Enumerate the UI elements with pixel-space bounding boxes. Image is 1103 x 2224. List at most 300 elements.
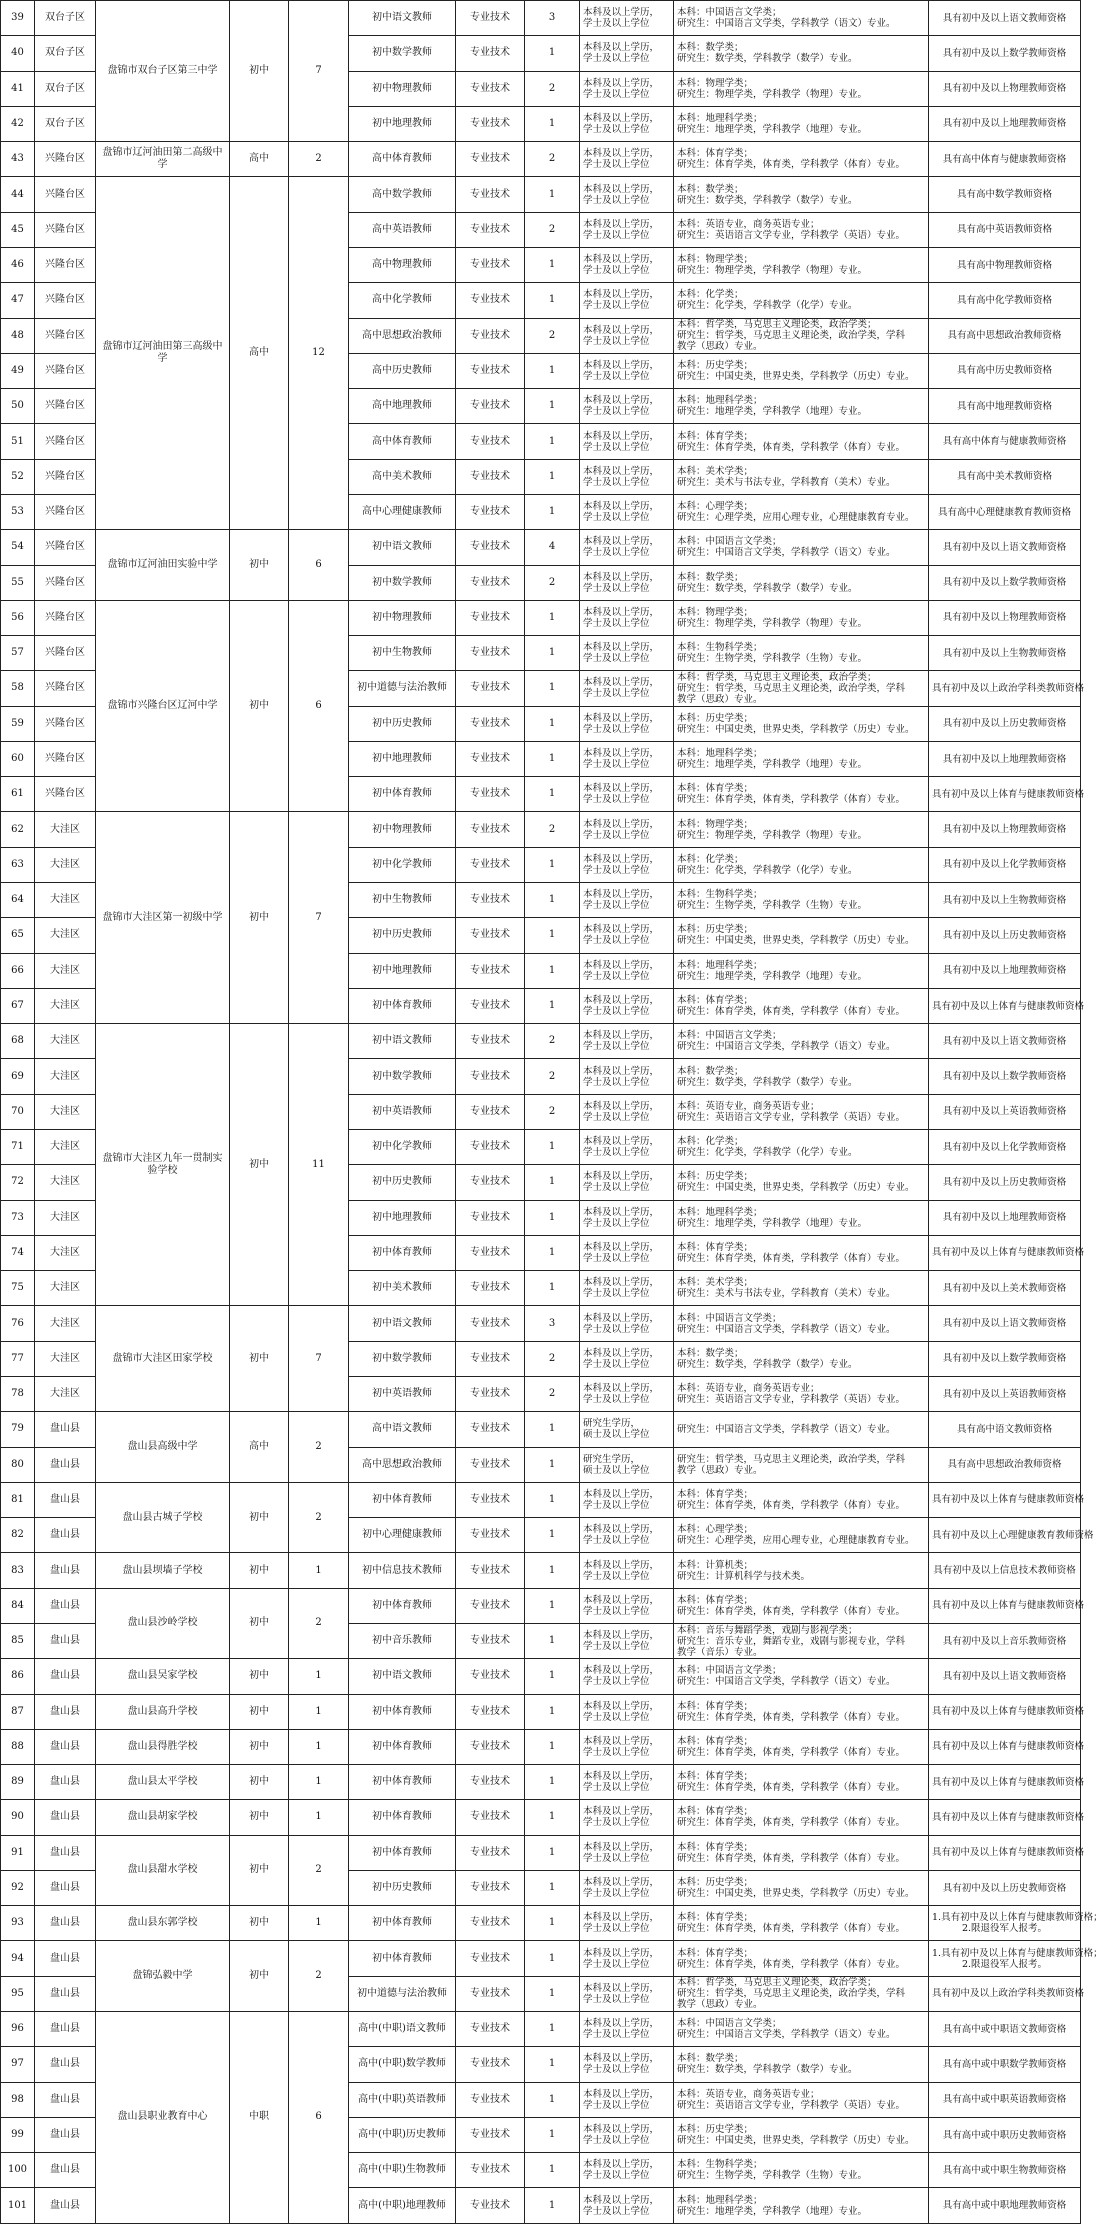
school-level: 初中 xyxy=(230,1694,289,1729)
major-requirement-line: 本科：地理科学类； xyxy=(677,2194,763,2206)
recruit-number: 1 xyxy=(525,953,580,988)
degree-requirement xyxy=(580,2012,674,2047)
district: 兴隆台区 xyxy=(35,389,96,424)
certificate-requirement xyxy=(929,1800,1085,1835)
row-number: 56 xyxy=(1,600,35,635)
major-requirement xyxy=(674,494,929,529)
school-name: 盘山县坝墙子学校 xyxy=(96,1553,230,1588)
major-requirement xyxy=(674,2153,929,2188)
major-requirement-line: 本科：中国语言文学类； xyxy=(677,2018,782,2030)
certificate-line: 具有初中及以上体育与健康教师资格 xyxy=(932,1494,1085,1506)
major-requirement-line: 本科：地理科学类； xyxy=(677,959,763,971)
major-requirement-line: 本科：中国语言文学类； xyxy=(677,1665,782,1677)
major-requirement xyxy=(674,1694,929,1729)
major-requirement-line: 研究生：体育学类，体育类，学科教学（体育）专业。 xyxy=(677,1711,906,1723)
district: 盘山县 xyxy=(35,1976,96,2011)
major-requirement xyxy=(674,2047,929,2082)
major-requirement-line: 研究生：中国史类，世界史类，学科教学（历史）专业。 xyxy=(677,723,915,735)
degree-requirement-line: 本科及以上学历， xyxy=(583,430,660,442)
certificate-requirement xyxy=(929,1976,1085,2011)
post-name: 高中化学教师 xyxy=(349,283,456,318)
post-type: 专业技术 xyxy=(456,106,525,141)
major-requirement-line: 本科：物理学类； xyxy=(677,254,754,266)
row-number: 53 xyxy=(1,494,35,529)
major-requirement-line: 本科：数学类； xyxy=(677,2053,744,2065)
major-requirement xyxy=(674,530,929,565)
certificate-line: 具有初中及以上物理教师资格 xyxy=(942,83,1067,95)
school-level: 初中 xyxy=(230,1024,289,1306)
certificate-requirement xyxy=(929,883,1081,918)
major-requirement xyxy=(674,918,929,953)
recruit-number: 2 xyxy=(525,318,580,353)
degree-requirement-line: 学士及以上学位 xyxy=(583,1993,650,2005)
major-requirement xyxy=(674,1130,929,1165)
row-number: 63 xyxy=(1,847,35,882)
post-name: 初中历史教师 xyxy=(349,1165,456,1200)
post-name: 初中生物教师 xyxy=(349,636,456,671)
post-type: 专业技术 xyxy=(456,424,525,459)
degree-requirement xyxy=(580,2153,674,2188)
recruit-number: 1 xyxy=(525,2188,580,2223)
certificate-line: 具有初中及以上历史教师资格 xyxy=(942,929,1067,941)
post-type: 专业技术 xyxy=(456,1235,525,1270)
certificate-requirement xyxy=(929,1623,1081,1658)
major-requirement xyxy=(674,2082,929,2117)
certificate-line: 具有初中及以上语文教师资格 xyxy=(942,12,1067,24)
row-number: 43 xyxy=(1,142,35,177)
certificate-line: 具有初中及以上物理教师资格 xyxy=(942,824,1067,836)
recruit-number: 1 xyxy=(525,389,580,424)
certificate-requirement xyxy=(929,177,1081,212)
row-number: 98 xyxy=(1,2082,35,2117)
degree-requirement xyxy=(580,1341,674,1376)
major-requirement-line: 本科：历史学类； xyxy=(677,1171,754,1183)
major-requirement-line: 本科：地理科学类； xyxy=(677,395,763,407)
post-type: 专业技术 xyxy=(456,71,525,106)
certificate-line: 2.限退役军人报考。 xyxy=(961,1958,1048,1970)
certificate-line: 具有初中及以上地理教师资格 xyxy=(942,965,1067,977)
certificate-line: 具有初中及以上体育与健康教师资格 xyxy=(932,1741,1085,1753)
position-count: 2 xyxy=(289,1482,349,1553)
degree-requirement xyxy=(580,424,674,459)
certificate-requirement xyxy=(929,459,1081,494)
post-name: 初中信息技术教师 xyxy=(349,1553,456,1588)
certificate-requirement xyxy=(929,706,1081,741)
degree-requirement xyxy=(580,1941,674,1976)
major-requirement xyxy=(674,424,929,459)
district: 兴隆台区 xyxy=(35,565,96,600)
row-number: 86 xyxy=(1,1659,35,1694)
major-requirement xyxy=(674,1870,929,1905)
table-row xyxy=(1,2012,1081,2047)
certificate-line: 具有高中或中职历史教师资格 xyxy=(942,2129,1067,2141)
post-name: 高中英语教师 xyxy=(349,212,456,247)
recruit-number: 1 xyxy=(525,1447,580,1482)
major-requirement-line: 研究生：地理学类，学科教学（地理）专业。 xyxy=(677,970,868,982)
post-name: 高中(中职)数学教师 xyxy=(349,2047,456,2082)
major-requirement xyxy=(674,1588,929,1623)
degree-requirement-line: 本科及以上学历， xyxy=(583,1877,660,1889)
row-number: 74 xyxy=(1,1235,35,1270)
major-requirement-line: 本科：体育学类； xyxy=(677,430,754,442)
certificate-requirement xyxy=(929,847,1081,882)
major-requirement-line: 本科：历史学类； xyxy=(677,359,754,371)
degree-requirement-line: 学士及以上学位 xyxy=(583,512,650,524)
district: 兴隆台区 xyxy=(35,777,96,812)
school-name: 盘锦市辽河油田实验中学 xyxy=(96,530,230,601)
post-name: 初中历史教师 xyxy=(349,1870,456,1905)
row-number: 57 xyxy=(1,636,35,671)
recruit-number: 1 xyxy=(525,741,580,776)
major-requirement-line: 本科：英语专业，商务英语专业； xyxy=(677,2088,820,2100)
district: 盘山县 xyxy=(35,1518,96,1553)
certificate-requirement xyxy=(929,2188,1081,2223)
major-requirement xyxy=(674,212,929,247)
post-name: 初中体育教师 xyxy=(349,777,456,812)
recruit-number: 1 xyxy=(525,1659,580,1694)
post-name: 初中物理教师 xyxy=(349,812,456,847)
degree-requirement-line: 本科及以上学历， xyxy=(583,536,660,548)
school-level: 初中 xyxy=(230,1553,289,1588)
post-type: 专业技术 xyxy=(456,1376,525,1411)
recruit-number: 2 xyxy=(525,142,580,177)
district: 大洼区 xyxy=(35,1165,96,1200)
degree-requirement xyxy=(580,1518,674,1553)
degree-requirement-line: 学士及以上学位 xyxy=(583,723,650,735)
degree-requirement xyxy=(580,565,674,600)
post-type: 专业技术 xyxy=(456,1765,525,1800)
recruit-number: 2 xyxy=(525,1094,580,1129)
degree-requirement xyxy=(580,600,674,635)
district: 大洼区 xyxy=(35,1094,96,1129)
major-requirement-line: 本科：历史学类； xyxy=(677,924,754,936)
row-number: 81 xyxy=(1,1482,35,1517)
degree-requirement-line: 本科及以上学历， xyxy=(583,1630,660,1642)
degree-requirement xyxy=(580,1588,674,1623)
table-row xyxy=(1,1412,1081,1447)
post-type: 专业技术 xyxy=(456,1165,525,1200)
recruit-number: 1 xyxy=(525,1235,580,1270)
certificate-requirement xyxy=(929,530,1081,565)
certificate-line: 具有高中语文教师资格 xyxy=(956,1423,1052,1435)
school-name: 盘锦市大洼区田家学校 xyxy=(96,1306,230,1412)
post-name: 初中地理教师 xyxy=(349,741,456,776)
post-type: 专业技术 xyxy=(456,530,525,565)
major-requirement-line: 研究生：中国语言文学类，学科教学（语文）专业。 xyxy=(677,2029,896,2041)
degree-requirement-line: 本科及以上学历， xyxy=(583,183,660,195)
recruit-number: 1 xyxy=(525,2153,580,2188)
post-name: 初中生物教师 xyxy=(349,883,456,918)
degree-requirement-line: 学士及以上学位 xyxy=(583,1323,650,1335)
school-name: 盘山县古城子学校 xyxy=(96,1482,230,1553)
major-requirement-line: 本科：体育学类； xyxy=(677,1700,754,1712)
school-level: 初中 xyxy=(230,1906,289,1941)
post-name: 初中体育教师 xyxy=(349,1235,456,1270)
post-name: 高中体育教师 xyxy=(349,424,456,459)
major-requirement xyxy=(674,106,929,141)
recruit-number: 1 xyxy=(525,988,580,1023)
post-type: 专业技术 xyxy=(456,36,525,71)
recruit-number: 1 xyxy=(525,1130,580,1165)
recruit-number: 1 xyxy=(525,1165,580,1200)
post-name: 高中地理教师 xyxy=(349,389,456,424)
district: 盘山县 xyxy=(35,1941,96,1976)
certificate-requirement xyxy=(929,1765,1085,1800)
major-requirement-line: 本科：体育学类； xyxy=(677,783,754,795)
degree-requirement xyxy=(580,1906,674,1941)
degree-requirement-line: 学士及以上学位 xyxy=(583,1746,650,1758)
major-requirement-line: 本科：哲学类，马克思主义理论类，政治学类； xyxy=(677,671,877,683)
major-requirement-line: 研究生：中国语言文学类，学科教学（语文）专业。 xyxy=(677,547,896,559)
major-requirement-line: 本科：体育学类； xyxy=(677,1947,754,1959)
table-body xyxy=(1,1,1103,2224)
post-name: 初中体育教师 xyxy=(349,1835,456,1870)
major-requirement-line: 本科：物理学类； xyxy=(677,606,754,618)
position-count: 1 xyxy=(289,1729,349,1764)
post-name: 初中数学教师 xyxy=(349,1341,456,1376)
recruit-number: 1 xyxy=(525,424,580,459)
degree-requirement-line: 学士及以上学位 xyxy=(583,1782,650,1794)
post-type: 专业技术 xyxy=(456,1729,525,1764)
degree-requirement xyxy=(580,177,674,212)
degree-requirement-line: 研究生学历， xyxy=(583,1453,641,1465)
certificate-line: 具有初中及以上历史教师资格 xyxy=(942,718,1067,730)
major-requirement-line: 研究生：哲学类，马克思主义理论类，政治学类，学科 xyxy=(677,1988,906,2000)
certificate-requirement xyxy=(929,1,1081,36)
major-requirement-line: 教学（思政）专业。 xyxy=(677,693,763,705)
degree-requirement xyxy=(580,1553,674,1588)
degree-requirement-line: 本科及以上学历， xyxy=(583,1100,660,1112)
certificate-requirement xyxy=(929,1588,1085,1623)
major-requirement xyxy=(674,1094,929,1129)
school-name: 盘山县高级中学 xyxy=(96,1412,230,1483)
degree-requirement-line: 本科及以上学历， xyxy=(583,77,660,89)
degree-requirement-line: 学士及以上学位 xyxy=(583,2135,650,2147)
major-requirement-line: 教学（思政）专业。 xyxy=(677,1999,763,2011)
major-requirement-line: 研究生：心理学类，应用心理专业，心理健康教育专业。 xyxy=(677,512,915,524)
major-requirement xyxy=(674,1165,929,1200)
row-number: 46 xyxy=(1,247,35,282)
row-number: 50 xyxy=(1,389,35,424)
degree-requirement-line: 本科及以上学历， xyxy=(583,1383,660,1395)
recruit-number: 1 xyxy=(525,1729,580,1764)
degree-requirement-line: 本科及以上学历， xyxy=(583,148,660,160)
row-number: 88 xyxy=(1,1729,35,1764)
degree-requirement xyxy=(580,953,674,988)
major-requirement-line: 研究生：英语语言文学专业，学科教学（英语）专业。 xyxy=(677,2099,906,2111)
post-type: 专业技术 xyxy=(456,1306,525,1341)
degree-requirement xyxy=(580,741,674,776)
certificate-requirement xyxy=(929,247,1081,282)
recruit-number: 1 xyxy=(525,636,580,671)
row-number: 89 xyxy=(1,1765,35,1800)
recruit-number: 2 xyxy=(525,565,580,600)
school-name: 盘锦市辽河油田第三高级中学 xyxy=(96,177,230,530)
school-level: 高中 xyxy=(230,142,289,177)
certificate-line: 具有初中及以上音乐教师资格 xyxy=(942,1635,1067,1647)
row-number: 47 xyxy=(1,283,35,318)
degree-requirement xyxy=(580,1976,674,2011)
certificate-line: 具有初中及以上英语教师资格 xyxy=(942,1388,1067,1400)
degree-requirement-line: 本科及以上学历， xyxy=(583,712,660,724)
major-requirement xyxy=(674,1447,929,1482)
degree-requirement xyxy=(580,1130,674,1165)
row-number: 70 xyxy=(1,1094,35,1129)
certificate-line: 具有初中及以上地理教师资格 xyxy=(942,118,1067,130)
district: 盘山县 xyxy=(35,1800,96,1835)
major-requirement-line: 研究生：物理学类，学科教学（物理）专业。 xyxy=(677,617,868,629)
district: 盘山县 xyxy=(35,2188,96,2223)
certificate-requirement xyxy=(929,1553,1081,1588)
certificate-line: 具有高中或中职生物教师资格 xyxy=(942,2164,1067,2176)
major-requirement xyxy=(674,318,929,353)
district: 兴隆台区 xyxy=(35,741,96,776)
degree-requirement xyxy=(580,1835,674,1870)
table-row xyxy=(1,1588,1081,1623)
post-type: 专业技术 xyxy=(456,142,525,177)
row-number: 71 xyxy=(1,1130,35,1165)
degree-requirement xyxy=(580,847,674,882)
row-number: 78 xyxy=(1,1376,35,1411)
degree-requirement-line: 学士及以上学位 xyxy=(583,159,650,171)
major-requirement-line: 本科：体育学类； xyxy=(677,1241,754,1253)
major-requirement-line: 本科：美术学类； xyxy=(677,465,754,477)
certificate-line: 具有初中及以上地理教师资格 xyxy=(942,753,1067,765)
major-requirement-line: 研究生：体育学类，体育类，学科教学（体育）专业。 xyxy=(677,1499,906,1511)
row-number: 87 xyxy=(1,1694,35,1729)
degree-requirement xyxy=(580,353,674,388)
major-requirement xyxy=(674,2012,929,2047)
certificate-line: 1.具有初中及以上体育与健康教师资格； xyxy=(932,1947,1103,1959)
major-requirement-line: 研究生：英语语言文学专业，学科教学（英语）专业。 xyxy=(677,1394,906,1406)
post-type: 专业技术 xyxy=(456,459,525,494)
row-number: 52 xyxy=(1,459,35,494)
degree-requirement xyxy=(580,247,674,282)
major-requirement-line: 研究生：英语语言文学专业，学科教学（英语）专业。 xyxy=(677,1111,906,1123)
degree-requirement-line: 学士及以上学位 xyxy=(583,1111,650,1123)
degree-requirement-line: 学士及以上学位 xyxy=(583,829,650,841)
degree-requirement-line: 学士及以上学位 xyxy=(583,1006,650,1018)
certificate-line: 具有高中美术教师资格 xyxy=(956,471,1052,483)
major-requirement-line: 本科：物理学类； xyxy=(677,818,754,830)
row-number: 68 xyxy=(1,1024,35,1059)
degree-requirement-line: 本科及以上学历， xyxy=(583,1347,660,1359)
school-name: 盘山县胡家学校 xyxy=(96,1800,230,1835)
post-type: 专业技术 xyxy=(456,988,525,1023)
post-name: 初中英语教师 xyxy=(349,1094,456,1129)
major-requirement xyxy=(674,1341,929,1376)
certificate-line: 具有高中体育与健康教师资格 xyxy=(942,436,1067,448)
certificate-line: 具有初中及以上语文教师资格 xyxy=(942,1035,1067,1047)
certificate-line: 具有高中心理健康教育教师资格 xyxy=(937,506,1071,518)
recruit-number: 2 xyxy=(525,1024,580,1059)
degree-requirement-line: 本科及以上学历， xyxy=(583,1065,660,1077)
certificate-requirement xyxy=(929,1235,1085,1270)
major-requirement-line: 本科：体育学类； xyxy=(677,1594,754,1606)
major-requirement-line: 研究生：中国史类，世界史类，学科教学（历史）专业。 xyxy=(677,2135,915,2147)
major-requirement-line: 本科：体育学类； xyxy=(677,1912,754,1924)
degree-requirement-line: 学士及以上学位 xyxy=(583,1888,650,1900)
degree-requirement-line: 本科及以上学历， xyxy=(583,1771,660,1783)
major-requirement-line: 研究生：体育学类，体育类，学科教学（体育）专业。 xyxy=(677,1782,906,1794)
row-number: 66 xyxy=(1,953,35,988)
degree-requirement-line: 本科及以上学历， xyxy=(583,1982,660,1994)
district: 大洼区 xyxy=(35,1200,96,1235)
post-type: 专业技术 xyxy=(456,1,525,36)
major-requirement-line: 本科：体育学类； xyxy=(677,1488,754,1500)
degree-requirement-line: 本科及以上学历， xyxy=(583,642,660,654)
certificate-line: 具有高中体育与健康教师资格 xyxy=(942,153,1067,165)
position-count: 1 xyxy=(289,1906,349,1941)
recruit-number: 1 xyxy=(525,1588,580,1623)
post-name: 高中数学教师 xyxy=(349,177,456,212)
school-level: 初中 xyxy=(230,1306,289,1412)
major-requirement xyxy=(674,777,929,812)
certificate-requirement xyxy=(929,1835,1085,1870)
position-count: 7 xyxy=(289,1,349,142)
row-number: 51 xyxy=(1,424,35,459)
certificate-requirement xyxy=(929,353,1081,388)
post-type: 专业技术 xyxy=(456,777,525,812)
major-requirement-line: 研究生：地理学类，学科教学（地理）专业。 xyxy=(677,1217,868,1229)
degree-requirement-line: 学士及以上学位 xyxy=(583,1641,650,1653)
row-number: 41 xyxy=(1,71,35,106)
major-requirement-line: 研究生：数学类，学科教学（数学）专业。 xyxy=(677,1358,858,1370)
degree-requirement xyxy=(580,283,674,318)
post-name: 初中美术教师 xyxy=(349,1271,456,1306)
major-requirement-line: 研究生：地理学类，学科教学（地理）专业。 xyxy=(677,123,868,135)
district: 盘山县 xyxy=(35,1623,96,1658)
post-name: 初中物理教师 xyxy=(349,600,456,635)
degree-requirement-line: 本科及以上学历， xyxy=(583,2124,660,2136)
degree-requirement-line: 学士及以上学位 xyxy=(583,617,650,629)
degree-requirement-line: 学士及以上学位 xyxy=(583,2029,650,2041)
post-name: 高中美术教师 xyxy=(349,459,456,494)
degree-requirement xyxy=(580,494,674,529)
certificate-requirement xyxy=(929,636,1081,671)
post-type: 专业技术 xyxy=(456,1800,525,1835)
major-requirement-line: 本科：生物科学类； xyxy=(677,642,763,654)
certificate-line: 具有高中思想政治教师资格 xyxy=(947,1459,1062,1471)
recruit-number: 1 xyxy=(525,1835,580,1870)
degree-requirement-line: 学士及以上学位 xyxy=(583,1394,650,1406)
certificate-line: 具有高中英语教师资格 xyxy=(956,224,1052,236)
major-requirement-line: 本科：哲学类，马克思主义理论类，政治学类； xyxy=(677,1977,877,1989)
row-number: 96 xyxy=(1,2012,35,2047)
degree-requirement-line: 学士及以上学位 xyxy=(583,2064,650,2076)
major-requirement-line: 本科：地理科学类； xyxy=(677,1206,763,1218)
major-requirement-line: 研究生：数学类，学科教学（数学）专业。 xyxy=(677,1076,858,1088)
certificate-requirement xyxy=(929,2082,1081,2117)
major-requirement-line: 本科：体育学类； xyxy=(677,148,754,160)
table-row xyxy=(1,1306,1081,1341)
major-requirement xyxy=(674,142,929,177)
degree-requirement xyxy=(580,142,674,177)
post-name: 初中体育教师 xyxy=(349,1941,456,1976)
certificate-line: 具有初中及以上体育与健康教师资格 xyxy=(932,788,1085,800)
district: 兴隆台区 xyxy=(35,671,96,706)
position-count: 6 xyxy=(289,2012,349,2224)
district: 盘山县 xyxy=(35,1729,96,1764)
major-requirement-line: 本科：化学类； xyxy=(677,1136,744,1148)
degree-requirement-line: 本科及以上学历， xyxy=(583,2159,660,2171)
major-requirement xyxy=(674,988,929,1023)
major-requirement-line: 研究生：中国史类，世界史类，学科教学（历史）专业。 xyxy=(677,370,915,382)
row-number: 73 xyxy=(1,1200,35,1235)
degree-requirement xyxy=(580,671,674,706)
recruit-number: 1 xyxy=(525,1553,580,1588)
certificate-line: 具有初中及以上历史教师资格 xyxy=(942,1176,1067,1188)
